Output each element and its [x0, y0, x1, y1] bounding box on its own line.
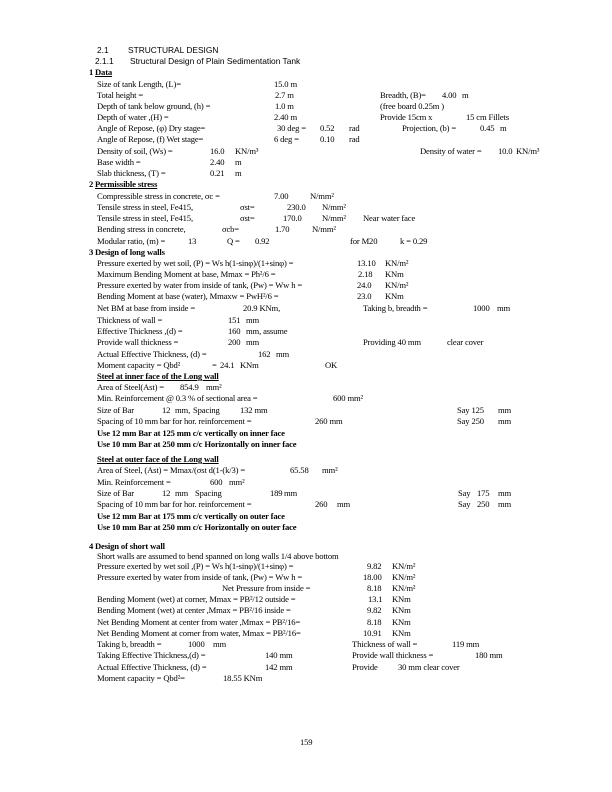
- line-label: Base width =: [97, 157, 141, 167]
- line-value: σst=: [240, 202, 255, 212]
- line-value: 250: [477, 499, 490, 509]
- line-value: KN/m²: [385, 280, 409, 290]
- line-label: 2.1: [97, 45, 109, 55]
- line-value: Structural Design of Plain Sedimentation Tank: [130, 56, 301, 66]
- line-value: Say 125: [457, 405, 484, 415]
- line-value: mm²: [206, 382, 222, 392]
- line-value: N/mm²: [322, 213, 346, 223]
- line-label: Maximum Bending Moment at base, Mmax = Ph²/6 =: [97, 269, 276, 279]
- line-label: 4: [89, 541, 94, 551]
- line-value: m: [235, 168, 242, 178]
- line-label: Pressure exerted by water from inside of tank, (Pw) = Ww h =: [97, 572, 303, 582]
- line-value: Spacing: [193, 405, 220, 415]
- line-value: 24.1: [220, 360, 235, 370]
- line-value: N/mm²: [322, 202, 346, 212]
- line-value: Projection, (b) =: [402, 123, 457, 133]
- line-value: 854.9: [180, 382, 199, 392]
- line-label: Taking Effective Thickness,(d) =: [97, 650, 206, 660]
- line-value: 9.82: [367, 561, 382, 571]
- line-label: Depth of tank below ground, (h) =: [97, 101, 211, 111]
- line-label: Size of Bar: [97, 488, 135, 498]
- line-value: (free board 0.25m ): [380, 101, 444, 111]
- line-value: Data: [95, 67, 113, 77]
- line-value: 30 mm clear cover: [398, 662, 460, 672]
- line-label: Use 12 mm Bar at 125 mm c/c vertically on inner face: [97, 428, 285, 438]
- line-label: Slab thickness, (T) =: [97, 168, 166, 178]
- line-value: mm: [498, 499, 512, 509]
- line-value: KN/m²: [392, 561, 416, 571]
- line-value: Say: [458, 499, 471, 509]
- line-value: for M20: [350, 236, 378, 246]
- page-number: 159: [300, 737, 313, 747]
- line-value: 0.45: [480, 123, 495, 133]
- line-value: KNm: [385, 291, 404, 301]
- line-label: Taking b, breadth =: [97, 639, 162, 649]
- line-value: 0.21: [210, 168, 225, 178]
- line-label: Thickness of wall =: [97, 315, 163, 325]
- line-value: mm: [498, 416, 512, 426]
- line-value: Design of short wall: [95, 541, 165, 551]
- line-value: mm: [276, 349, 290, 359]
- line-value: 200: [228, 337, 241, 347]
- line-value: Thickness of wall =: [352, 639, 418, 649]
- line-label: Actual Effective Thickness, (d) =: [97, 349, 207, 359]
- line-value: 260: [315, 499, 328, 509]
- line-label: 3: [89, 247, 94, 257]
- line-value: 13: [188, 236, 197, 246]
- line-value: mm,: [175, 405, 191, 415]
- line-label: Density of soil, (Ws) =: [97, 146, 173, 156]
- line-value: =: [212, 360, 217, 370]
- line-value: k = 0.29: [400, 236, 428, 246]
- line-value: Permissible stress: [95, 179, 158, 189]
- line-label: Use 12 mm Bar at 175 mm c/c vertically on outer face: [97, 511, 285, 521]
- line-value: 175: [477, 488, 490, 498]
- line-value: m: [500, 123, 507, 133]
- line-value: 170.0: [283, 213, 302, 223]
- line-value: 600: [210, 477, 223, 487]
- line-label: Spacing of 10 mm bar for hor. reinforcement =: [97, 416, 252, 426]
- line-value: KNm: [392, 617, 411, 627]
- line-value: 20.9 KNm,: [243, 303, 281, 313]
- line-value: OK: [325, 360, 338, 370]
- line-value: Taking b, breadth =: [363, 303, 428, 313]
- line-value: 0.52: [320, 123, 335, 133]
- line-label: Total height =: [97, 90, 144, 100]
- line-label: Net Pressure from inside =: [222, 583, 311, 593]
- line-value: Breadth, (B)=: [380, 90, 426, 100]
- line-value: 9.82: [367, 605, 382, 615]
- line-label: Steel at outer face of the Long wall: [97, 454, 219, 464]
- line-value: 18.55 KNm: [223, 673, 263, 683]
- line-value: mm: [497, 303, 511, 313]
- line-value: KN/m²: [392, 572, 416, 582]
- line-value: Providing 40 mm: [363, 337, 421, 347]
- line-label: Area of Steel(Ast) =: [97, 382, 164, 392]
- line-value: Provide: [352, 662, 378, 672]
- line-label: Area of Steel, (Ast) = Mmax/(σst d(1-(k/3) =: [97, 465, 246, 475]
- line-value: m: [235, 157, 242, 167]
- line-label: Use 10 mm Bar at 250 mm c/c Horizontally on inner face: [97, 439, 297, 449]
- line-value: 151: [228, 315, 241, 325]
- line-label: Tensile stress in steel, Fe415,: [97, 213, 193, 223]
- line-value: KNm: [385, 269, 404, 279]
- line-value: 260 mm: [315, 416, 343, 426]
- line-value: 15 cm Fillets: [466, 112, 509, 122]
- line-value: Q =: [227, 236, 240, 246]
- line-value: Spacing: [195, 488, 222, 498]
- line-value: 1000: [188, 639, 205, 649]
- line-label: Angle of Repose, (f) Wet stage=: [97, 134, 204, 144]
- line-value: 24.0: [357, 280, 372, 290]
- line-label: 2: [89, 179, 94, 189]
- line-label: Min. Reinforcement @ 0.3 % of sectional area =: [97, 393, 258, 403]
- line-value: 30 deg =: [277, 123, 306, 133]
- line-label: Bending Moment (wet) at center ,Mmax = PB²/16 inside =: [97, 605, 291, 615]
- line-value: Density of water =: [420, 146, 482, 156]
- line-value: 119 mm: [452, 639, 480, 649]
- line-value: 0.92: [255, 236, 270, 246]
- line-value: 23.0: [357, 291, 372, 301]
- line-value: 1000: [473, 303, 490, 313]
- line-value: 1.0 m: [275, 101, 294, 111]
- line-value: KN/m²: [385, 258, 409, 268]
- line-value: Say 250: [457, 416, 484, 426]
- line-label: Moment capacity = Qbd²: [97, 360, 181, 370]
- line-label: Net Bending Moment at center from water ,Mmax = PB²/16=: [97, 617, 301, 627]
- line-value: 8.18: [367, 617, 382, 627]
- line-value: 140 mm: [265, 650, 293, 660]
- line-value: 2.18: [358, 269, 373, 279]
- line-value: Say: [458, 488, 471, 498]
- line-value: KN/m³: [235, 146, 259, 156]
- line-label: Depth of water ,(H) =: [97, 112, 169, 122]
- line-label: Bending Moment (wet) at corner, Mmax = PB²/12 outside =: [97, 594, 296, 604]
- line-value: KN/m²: [392, 583, 416, 593]
- line-value: mm²: [229, 477, 245, 487]
- line-label: Size of tank Length, (L)=: [97, 79, 181, 89]
- line-value: mm: [246, 337, 260, 347]
- line-value: Provide 15cm x: [380, 112, 433, 122]
- line-value: KNm: [392, 628, 411, 638]
- line-value: mm: [498, 488, 512, 498]
- line-label: Actual Effective Thickness, (d) =: [97, 662, 207, 672]
- line-label: Net Bending Moment at corner from water, Mmax = PB²/16=: [97, 628, 301, 638]
- line-value: 12: [162, 488, 171, 498]
- line-value: 162: [258, 349, 271, 359]
- line-value: rad: [349, 123, 360, 133]
- line-value: 2.40 m: [274, 112, 297, 122]
- line-value: 6 deg =: [274, 134, 299, 144]
- line-value: 10.0: [498, 146, 513, 156]
- line-value: 65.58: [290, 465, 309, 475]
- line-value: Design of long walls: [95, 247, 165, 257]
- line-value: mm: [498, 405, 512, 415]
- line-value: mm: [213, 639, 227, 649]
- line-label: Modular ratio, (m) =: [97, 236, 166, 246]
- line-label: Size of Bar: [97, 405, 135, 415]
- line-value: 15.0 m: [274, 79, 297, 89]
- line-label: Short walls are assumed to bend spanned on long walls 1/4 above bottom: [97, 551, 339, 561]
- line-value: mm, assume: [246, 326, 288, 336]
- line-value: KNm: [392, 605, 411, 615]
- line-label: Min. Reinforcement =: [97, 477, 171, 487]
- line-label: Pressure exerted by wet soil, (P) = Ws h(1-sinφ)/(1+sinφ) =: [97, 258, 294, 268]
- line-value: 16.0: [210, 146, 225, 156]
- line-value: 189: [270, 488, 283, 498]
- line-label: Steel at inner face of the Long wall: [97, 371, 219, 381]
- line-label: Net BM at base from inside =: [97, 303, 196, 313]
- line-label: Compressible stress in concrete, σc =: [97, 191, 220, 201]
- line-value: 8.18: [367, 583, 382, 593]
- line-value: 7.00: [274, 191, 289, 201]
- line-value: 0.10: [320, 134, 335, 144]
- line-label: 1: [89, 67, 94, 77]
- line-value: mm: [175, 488, 189, 498]
- line-label: Use 10 mm Bar at 250 mm c/c Horizontally on outer face: [97, 522, 297, 532]
- line-label: Bending Moment at base (water), Mmaxw = PwH²/6 =: [97, 291, 279, 301]
- line-value: 4.00: [442, 90, 457, 100]
- line-value: clear cover: [447, 337, 484, 347]
- line-label: Spacing of 10 mm bar for hor. reinforcement =: [97, 499, 252, 509]
- line-value: 132 mm: [240, 405, 268, 415]
- line-value: 160: [228, 326, 241, 336]
- line-value: 230.0: [287, 202, 306, 212]
- line-value: N/mm²: [312, 224, 336, 234]
- line-value: mm: [284, 488, 298, 498]
- line-value: KNm: [392, 594, 411, 604]
- line-label: Pressure exerted by water from inside of tank, (Pw) = Ww h =: [97, 280, 303, 290]
- line-label: Effective Thickness ,(d) =: [97, 326, 183, 336]
- line-value: σst=: [240, 213, 255, 223]
- line-label: Moment capacity = Qbd²=: [97, 673, 185, 683]
- line-value: KN/m³: [516, 146, 540, 156]
- line-value: 1.70: [275, 224, 290, 234]
- line-label: Tensile stress in steel, Fe415,: [97, 202, 193, 212]
- line-value: m: [462, 90, 469, 100]
- line-label: Provide wall thickness =: [97, 337, 179, 347]
- line-label: Angle of Repose, (φ) Dry stage=: [97, 123, 206, 133]
- line-value: STRUCTURAL DESIGN: [128, 45, 219, 55]
- line-label: 2.1.1: [95, 56, 114, 66]
- line-value: rad: [349, 134, 360, 144]
- line-value: Provide wall thickness =: [352, 650, 434, 660]
- line-value: 2.40: [210, 157, 225, 167]
- line-value: mm: [337, 499, 351, 509]
- line-label: Pressure exerted by wet soil ,(P) = Ws h(1-sinφ)/(1+sinφ) =: [97, 561, 294, 571]
- line-value: mm: [246, 315, 260, 325]
- line-value: 142 mm: [265, 662, 293, 672]
- line-label: Bending stress in concrete,: [97, 224, 186, 234]
- line-value: 600 mm²: [333, 393, 363, 403]
- line-value: 13.1: [368, 594, 383, 604]
- line-value: 18.00: [363, 572, 382, 582]
- line-value: σcb=: [222, 224, 239, 234]
- line-value: 10.91: [363, 628, 382, 638]
- line-value: mm²: [322, 465, 338, 475]
- line-value: N/mm²: [310, 191, 334, 201]
- line-value: 13.10: [357, 258, 376, 268]
- line-value: KNm: [240, 360, 259, 370]
- line-value: 180 mm: [475, 650, 503, 660]
- line-value: 2.7 m: [275, 90, 294, 100]
- line-value: Near water face: [363, 213, 416, 223]
- line-value: 12: [162, 405, 171, 415]
